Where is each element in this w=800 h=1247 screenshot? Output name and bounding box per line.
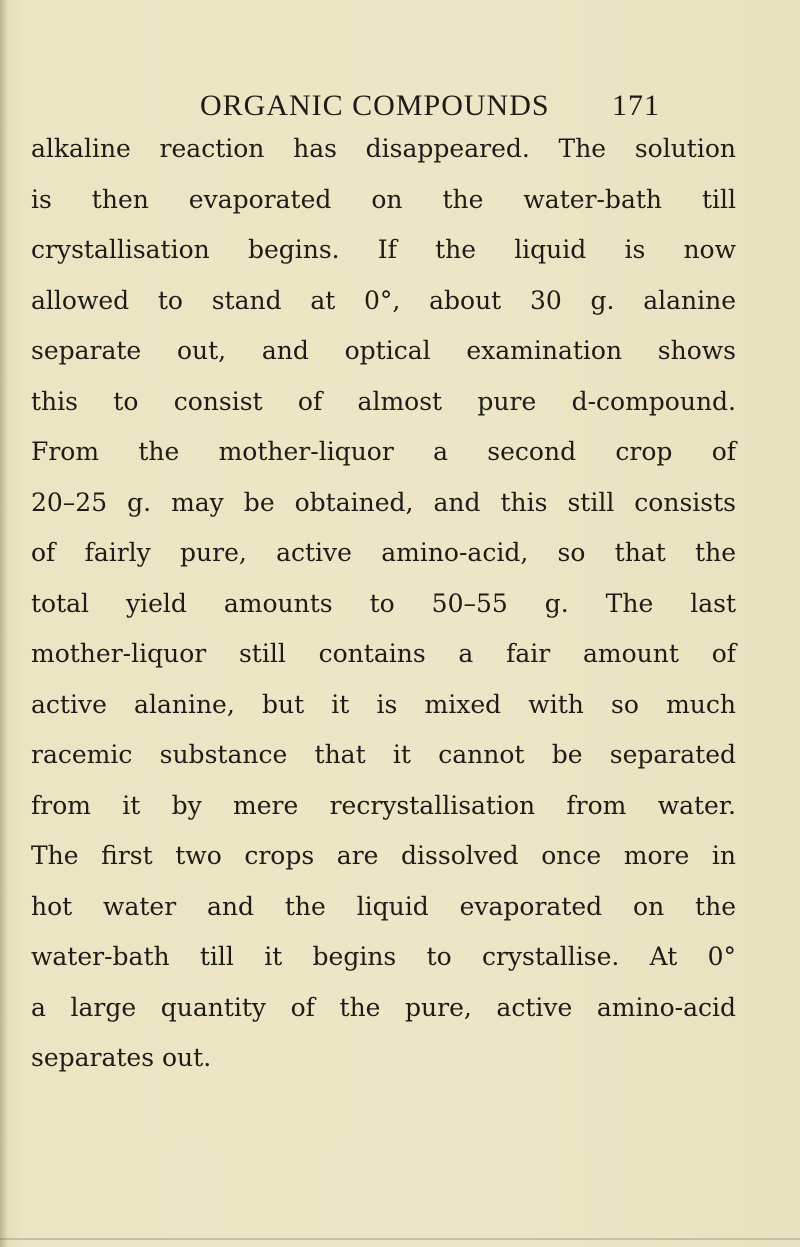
text-line: mother-liquor still contains a fair amount of <box>31 639 736 668</box>
running-header <box>200 86 660 126</box>
text-line: from it by mere recrystallisation from water. <box>31 790 736 820</box>
text-line: hot water and the liquid evaporated on the <box>31 891 736 921</box>
page-number: 171 <box>612 89 660 122</box>
page-gutter-shadow <box>0 0 8 1247</box>
running-title: ORGANIC COMPOUNDS <box>200 89 550 122</box>
text-line: alkaline reaction has disappeared. The solution <box>31 134 736 163</box>
text-line: racemic substance that it cannot be separated <box>31 740 736 769</box>
text-line: The first two crops are dissolved once more in <box>31 841 736 870</box>
text-line: water-bath till it begins to crystallise. At 0° <box>31 942 736 971</box>
text-line: crystallisation begins. If the liquid is now <box>31 235 736 264</box>
text-line: of fairly pure, active amino-acid, so that the <box>31 538 736 567</box>
text-line: separate out, and optical examination shows <box>31 336 736 365</box>
text-line: 20–25 g. may be obtained, and this still consists <box>31 487 736 517</box>
text-line: this to consist of almost pure d-compound. <box>31 386 736 416</box>
text-line: total yield amounts to 50–55 g. The last <box>31 588 736 618</box>
text-line: From the mother-liquor a second crop of <box>31 437 736 466</box>
text-line: allowed to stand at 0°, about 30 g. alanine <box>31 285 736 315</box>
text-line: a large quantity of the pure, active amino-acid <box>31 992 736 1022</box>
page-bottom-edge <box>0 1238 800 1240</box>
text-line: separates out. <box>31 1043 212 1072</box>
text-line: active alanine, but it is mixed with so much <box>31 689 736 719</box>
text-line: is then evaporated on the water-bath till <box>31 184 736 214</box>
body-paragraph <box>31 124 736 1084</box>
